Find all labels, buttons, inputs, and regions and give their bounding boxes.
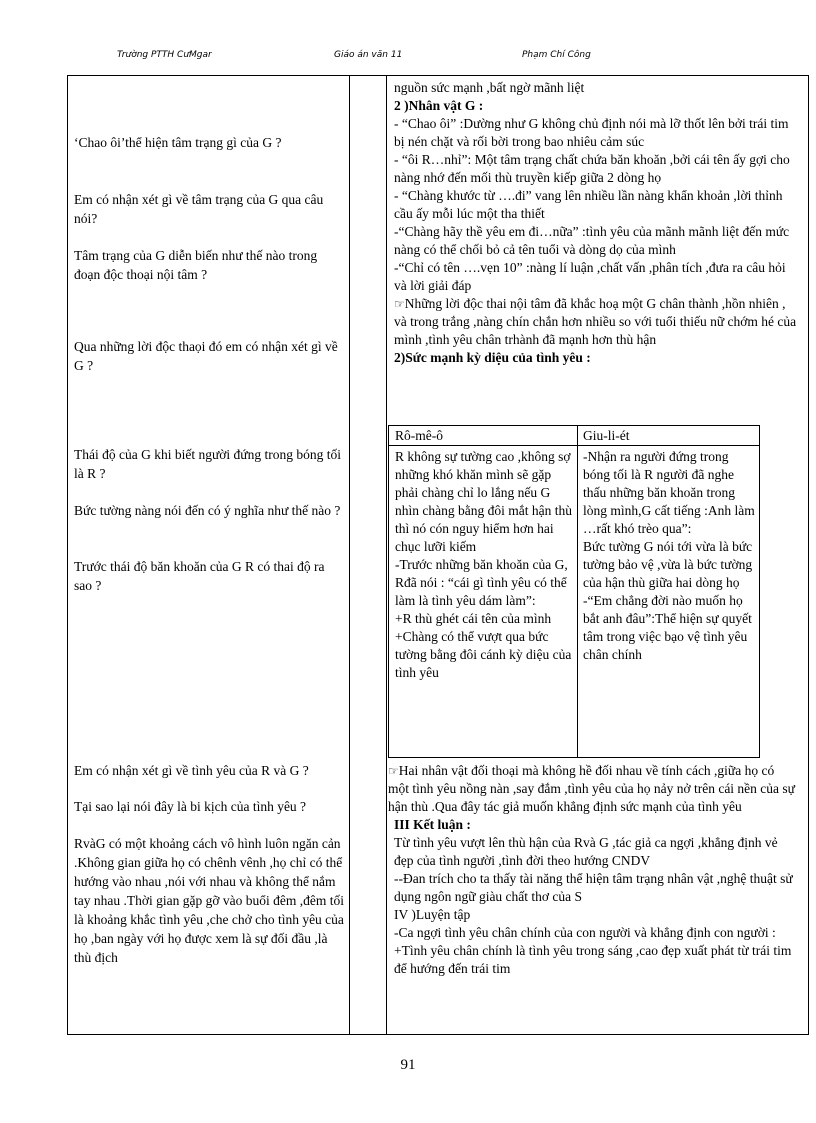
question-dien-bien: Tâm trạng của G diễn biến như thế nào trong đoạn độc thoại nội tâm ? [74, 248, 318, 282]
conclusion-g-text: Những lời độc thai nội tâm đã khắc hoạ một G chân thành ,hồn nhiên , và trong trắng ,nàng chín chắn hơn nhiều so với tuổi thiếu nữ chớm hé của mình ,tình yêu chân trhành đã mạnh hơn thù hận [394, 296, 797, 347]
column-divider-2 [386, 75, 387, 1035]
romeo-cell: R không sự tường cao ,không sợ những khó khăn mình sẽ gặp phải chàng chỉ lo lắng nếu G nhìn chàng bằng đôi mắt hận thù thì nó cón nguy hiểm hơn hai chục lưỡi kiếm -Trước những băn khoăn của G, Rđã nói : “cái gì tình yêu có thể làm là tình yêu dám làm”: +R thù ghét cái tên của mình +Chàng có thể vượt qua bức tường bằng đôi cánh kỳ diệu của tình yêu [395, 449, 572, 680]
heading-nhan-vat-g: 2 )Nhân vật G : [394, 98, 484, 113]
comparison-divider [577, 426, 578, 757]
point-hay-the: -“Chàng hãy thề yêu em đi…nữa” :tình yêu của mãnh mãnh liệt đến mức nàng có thể chối bỏ cả tên tuổi và dòng dọ của mình [394, 224, 790, 257]
pointing-hand-icon: ☞ [388, 764, 399, 778]
question-nhan-xet-g: Qua những lời độc thaọi đó em có nhận xét gì về G ? [74, 339, 338, 373]
column-divider-1 [349, 75, 350, 1035]
header-romeo: Rô-mê-ô [395, 428, 443, 443]
header-subject: Giáo án văn 11 [334, 50, 403, 60]
conclusion-1: Từ tình yêu vượt lên thù hận của Rvà G ,tác giả ca ngợi ,khẳng định vẻ đẹp của tình người ,tình đời theo hướng CNDV [394, 835, 778, 868]
question-buc-tuong: Bức tường nàng nói đến có ý nghĩa như thế nào ? [74, 503, 341, 518]
comparison-header-rule [389, 445, 759, 446]
left-explanation: RvàG có một khoảng cách vô hình luôn ngăn cản .Không gian giữa họ có chênh vênh ,họ chỉ có thể hướng vào nhau ,nói với nhau và không thể nắm tay nhau .Thời gian gặp gỡ vào buổi đêm ,đêm tối là khoảng khắc tình yêu ,che chở cho tình yêu của họ ,ban ngày với họ được xem là sự đối đầu ,là thù địch [74, 836, 344, 965]
header-school: Trường PTTH CưMgar [117, 50, 212, 60]
question-thai-do: Thái độ của G khi biết người đứng trong bóng tối là R ? [74, 447, 341, 481]
summary-paragraph [388, 762, 798, 816]
right-content-top [394, 79, 798, 367]
point-khuoc-tu: - “Chàng khước từ ….đi” vang lên nhiều lần nàng khẩn khoản ,lời thỉnh cầu ấy mỗi lúc một tha thiết [394, 188, 783, 221]
comparison-table [388, 425, 760, 758]
conclusion-2: --Đan trích cho ta thấy tài năng thể hiện tâm trạng nhân vật ,nghệ thuật sử dụng ngôn ngữ giàu chất thơ của S [394, 871, 793, 904]
right-content-bottom [388, 762, 798, 978]
practice-1: -Ca ngợi tình yêu chân chính của con người và khẳng định con người : [394, 925, 776, 940]
pointing-hand-icon: ☞ [394, 297, 405, 311]
conclusion-g [394, 295, 798, 349]
question-tam-trang: Em có nhận xét gì về tâm trạng của G qua câu nói? [74, 192, 324, 226]
heading-luyen-tap: IV )Luyện tập [394, 907, 471, 922]
point-chi-co-ten: -“Chỉ có tên ….vẹn 10” :nàng lí luận ,chất vấn ,phân tích ,đưa ra câu hỏi và lời giải đáp [394, 260, 786, 293]
question-chao-oi: ‘Chao ôi’thể hiện tâm trạng gì của G ? [74, 135, 282, 150]
point-chao-oi: - “Chao ôi” :Dường như G không chủ định nói mà lỡ thốt lên bởi trái tim bị nén chặt và rối bời trong bao nhiêu cảm súc [394, 116, 789, 149]
juliet-cell: -Nhận ra người đứng trong bóng tối là R người đã nghe thấu những băn khoăn trong lòng mình,G cất tiếng :Anh làm …rất khó trèo qua”: Bức tường G nói tới vừa là bức tường bảo vệ ,vừa là bức tường của hận thù giữa hai dòng họ -“Em chẳng đời nào muốn họ bắt anh đâu”:Thể hiện sự quyết tâm trong việc bạo vệ tình yêu chân chính [583, 449, 755, 662]
question-tinh-yeu: Em có nhận xét gì về tình yêu của R và G ? [74, 763, 309, 778]
point-oi-r: - “ôi R…nhỉ”: Một tâm trạng chất chứa băn khoăn ,bởi cái tên ấy gợi cho nàng nhớ đến mối thù truyền kiếp giữa 2 dòng họ [394, 152, 790, 185]
practice-2: +Tình yêu chân chính là tình yêu trong sáng ,cao đẹp xuất phát từ trái tim để hướng đến trái tim [394, 943, 792, 976]
heading-ket-luan: III Kết luận : [394, 817, 471, 832]
header-juliet: Giu-li-ét [583, 428, 630, 443]
line-nguon-suc-manh: nguồn sức mạnh ,bất ngờ mãnh liệt [394, 80, 585, 95]
header-teacher: Phạm Chí Công [522, 50, 591, 60]
summary-text: Hai nhân vật đối thoại mà không hề đối nhau về tính cách ,giữa họ có một tình yêu nồng nàn ,say đắm ,tình yêu của họ nảy nở trên cái nền của sự hận thù .Qua đây tác giả muốn khẳng định sức mạnh của tình yêu [388, 763, 795, 814]
question-thai-do-r: Trước thái độ băn khoăn của G R có thai độ ra sao ? [74, 559, 325, 593]
question-bi-kich: Tại sao lại nói đây là bi kịch của tình yêu ? [74, 799, 307, 814]
page-number: 91 [400, 1057, 416, 1073]
heading-suc-manh: 2)Sức mạnh kỳ diệu của tình yêu : [394, 350, 591, 365]
